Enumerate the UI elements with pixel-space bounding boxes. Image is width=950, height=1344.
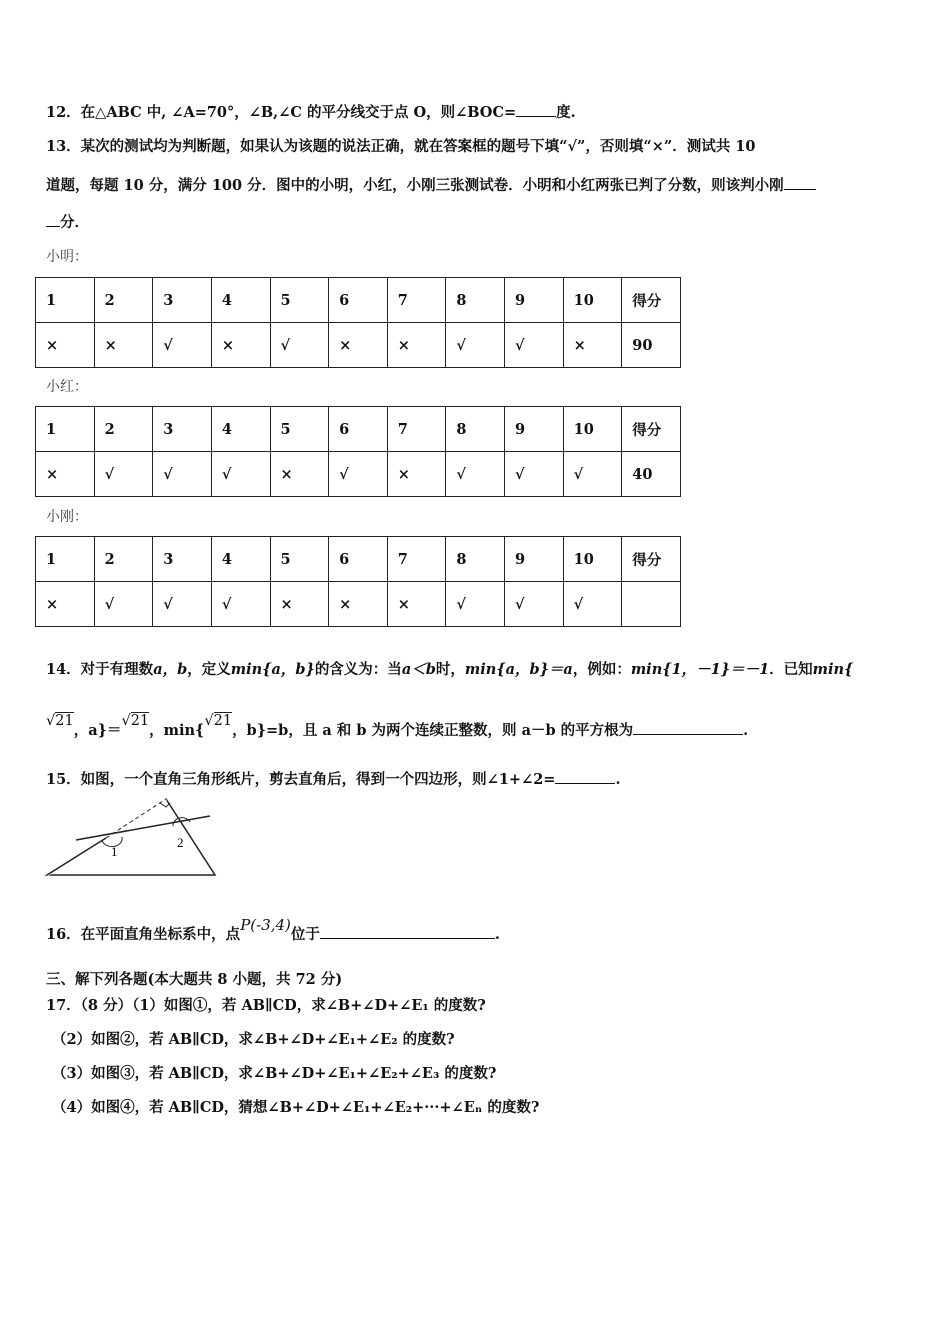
point-p: P(-3,4) bbox=[240, 916, 291, 934]
answer-mark-cell[interactable]: √ bbox=[563, 582, 622, 627]
answer-mark-cell[interactable]: √ bbox=[329, 452, 388, 497]
question-17-line4: （4）如图④，若 AB∥CD，猜想∠B+∠D+∠E₁+∠E₂+···+∠Eₙ 的度数? bbox=[52, 1099, 540, 1116]
sqrt-21: √21 bbox=[204, 713, 233, 729]
question-13-line1: 13．某次的测试均为判断题，如果认为该题的说法正确，就在答案框的题号下填“√”，否则填“×”．测试共 10 bbox=[46, 138, 756, 155]
table-header-cell: 得分 bbox=[622, 537, 681, 582]
answer-mark-cell[interactable]: × bbox=[387, 582, 446, 627]
score-cell[interactable]: 40 bbox=[622, 452, 681, 497]
table-header-cell: 10 bbox=[563, 278, 622, 323]
table-header-cell: 1 bbox=[36, 537, 95, 582]
answer-mark-cell[interactable]: × bbox=[563, 323, 622, 368]
table-header-cell: 8 bbox=[446, 278, 505, 323]
answer-mark-cell[interactable]: √ bbox=[270, 323, 329, 368]
answer-blank[interactable] bbox=[320, 924, 495, 939]
table-header-cell: 10 bbox=[563, 407, 622, 452]
question-17-line3: （3）如图③，若 AB∥CD，求∠B+∠D+∠E₁+∠E₂+∠E₃ 的度数? bbox=[52, 1065, 497, 1082]
answer-mark-cell[interactable]: × bbox=[94, 323, 153, 368]
score-cell[interactable]: 90 bbox=[622, 323, 681, 368]
triangle-outline bbox=[47, 799, 215, 875]
answer-blank[interactable] bbox=[516, 102, 556, 117]
question-15: 15．如图，一个直角三角形纸片，剪去直角后，得到一个四边形，则∠1+∠2= . bbox=[46, 771, 621, 788]
table-header-cell: 6 bbox=[329, 278, 388, 323]
question-17-line2: （2）如图②，若 AB∥CD，求∠B+∠D+∠E₁+∠E₂ 的度数? bbox=[52, 1031, 455, 1048]
answer-mark-cell[interactable]: × bbox=[270, 452, 329, 497]
answer-mark-cell[interactable]: × bbox=[329, 323, 388, 368]
answer-mark-cell[interactable]: × bbox=[387, 323, 446, 368]
table-header-cell: 9 bbox=[505, 537, 564, 582]
table-header-cell: 1 bbox=[36, 407, 95, 452]
question-14-line1: 14．对于有理数a，b，定义min{a，b}的含义为：当a＜b时，min{a，b}＝a，例如：min{1，－1}＝－1．已知min{ bbox=[46, 661, 854, 678]
answer-mark-cell[interactable]: √ bbox=[505, 582, 564, 627]
question-13-line3: 分． bbox=[46, 212, 89, 233]
answer-mark-cell[interactable]: √ bbox=[446, 582, 505, 627]
angle-label-2: 2 bbox=[177, 835, 184, 850]
table-header-cell: 5 bbox=[270, 278, 329, 323]
table-header-cell: 8 bbox=[446, 537, 505, 582]
table-header-cell: 8 bbox=[446, 407, 505, 452]
answer-blank[interactable] bbox=[46, 212, 60, 227]
table-header-cell: 7 bbox=[387, 537, 446, 582]
question-14-line2: √21，a}＝√21，min{√21，b}=b，且 a 和 b 为两个连续正整数，则 a－b 的平方根为 . bbox=[46, 713, 749, 739]
table-header-row bbox=[36, 407, 681, 452]
table-header-cell: 1 bbox=[36, 278, 95, 323]
table-header-row bbox=[36, 537, 681, 582]
table-header-cell: 7 bbox=[387, 407, 446, 452]
table-header-cell: 6 bbox=[329, 537, 388, 582]
table-header-cell: 9 bbox=[505, 278, 564, 323]
table-header-cell: 10 bbox=[563, 537, 622, 582]
table-header-cell: 5 bbox=[270, 407, 329, 452]
xiaogang-table bbox=[35, 536, 681, 627]
question-16: 16．在平面直角坐标系中，点P(-3,4)位于 . bbox=[46, 916, 500, 943]
answer-mark-cell[interactable]: √ bbox=[211, 582, 270, 627]
table-header-cell: 2 bbox=[94, 407, 153, 452]
answer-mark-cell[interactable]: √ bbox=[153, 323, 212, 368]
answer-mark-cell[interactable]: × bbox=[387, 452, 446, 497]
table-header-cell: 3 bbox=[153, 278, 212, 323]
table-header-cell: 9 bbox=[505, 407, 564, 452]
answer-mark-cell[interactable]: √ bbox=[505, 452, 564, 497]
sqrt-21: √21 bbox=[46, 713, 74, 729]
answer-mark-cell[interactable]: × bbox=[36, 582, 95, 627]
table-header-cell: 4 bbox=[211, 407, 270, 452]
xiaohong-table bbox=[35, 406, 681, 497]
table-header-cell: 4 bbox=[211, 537, 270, 582]
answer-mark-cell[interactable]: × bbox=[211, 323, 270, 368]
table-header-cell: 7 bbox=[387, 278, 446, 323]
table-header-cell: 4 bbox=[211, 278, 270, 323]
table-header-cell: 5 bbox=[270, 537, 329, 582]
table-header-cell: 3 bbox=[153, 407, 212, 452]
answer-mark-cell[interactable]: × bbox=[36, 323, 95, 368]
answer-mark-cell[interactable]: √ bbox=[94, 452, 153, 497]
answer-blank[interactable] bbox=[633, 720, 743, 735]
sqrt-21: √21 bbox=[121, 713, 150, 729]
score-cell[interactable] bbox=[622, 582, 681, 627]
answer-mark-cell[interactable]: √ bbox=[153, 452, 212, 497]
table-header-cell: 2 bbox=[94, 278, 153, 323]
question-13-line2: 道题，每题 10 分，满分 100 分．图中的小明，小红，小刚三张测试卷．小明和小红两张已判了分数，则该判小刚 bbox=[46, 175, 816, 196]
answer-mark-cell[interactable]: × bbox=[36, 452, 95, 497]
xiaoming-label: 小明： bbox=[46, 249, 88, 265]
table-header-cell: 得分 bbox=[622, 278, 681, 323]
answer-blank[interactable] bbox=[784, 175, 816, 190]
answer-mark-cell[interactable]: √ bbox=[446, 452, 505, 497]
answer-mark-cell[interactable]: × bbox=[329, 582, 388, 627]
question-12: 12．在△ABC 中, ∠A=70°，∠B,∠C 的平分线交于点 O，则∠BOC= 度. bbox=[46, 104, 576, 121]
triangle-figure bbox=[40, 795, 225, 885]
table-header-cell: 得分 bbox=[622, 407, 681, 452]
answer-mark-cell[interactable]: × bbox=[270, 582, 329, 627]
answer-mark-cell[interactable]: √ bbox=[446, 323, 505, 368]
answer-blank[interactable] bbox=[555, 769, 615, 784]
answer-mark-cell[interactable]: √ bbox=[211, 452, 270, 497]
table-mark-row bbox=[36, 452, 681, 497]
table-header-cell: 2 bbox=[94, 537, 153, 582]
answer-mark-cell[interactable]: √ bbox=[563, 452, 622, 497]
xiaogang-label: 小刚： bbox=[46, 509, 88, 525]
table-mark-row bbox=[36, 582, 681, 627]
table-header-cell: 3 bbox=[153, 537, 212, 582]
answer-mark-cell[interactable]: √ bbox=[153, 582, 212, 627]
answer-mark-cell[interactable]: √ bbox=[505, 323, 564, 368]
xiaohong-label: 小红： bbox=[46, 379, 88, 395]
table-header-cell: 6 bbox=[329, 407, 388, 452]
answer-mark-cell[interactable]: √ bbox=[94, 582, 153, 627]
section-3-title: 三、解下列各题(本大题共 8 小题，共 72 分) bbox=[46, 971, 343, 988]
table-mark-row bbox=[36, 323, 681, 368]
question-17-line1: 17．（8 分）（1）如图①，若 AB∥CD，求∠B+∠D+∠E₁ 的度数? bbox=[46, 997, 486, 1014]
table-header-row bbox=[36, 278, 681, 323]
xiaoming-table bbox=[35, 277, 681, 368]
angle-label-1: 1 bbox=[111, 844, 118, 859]
